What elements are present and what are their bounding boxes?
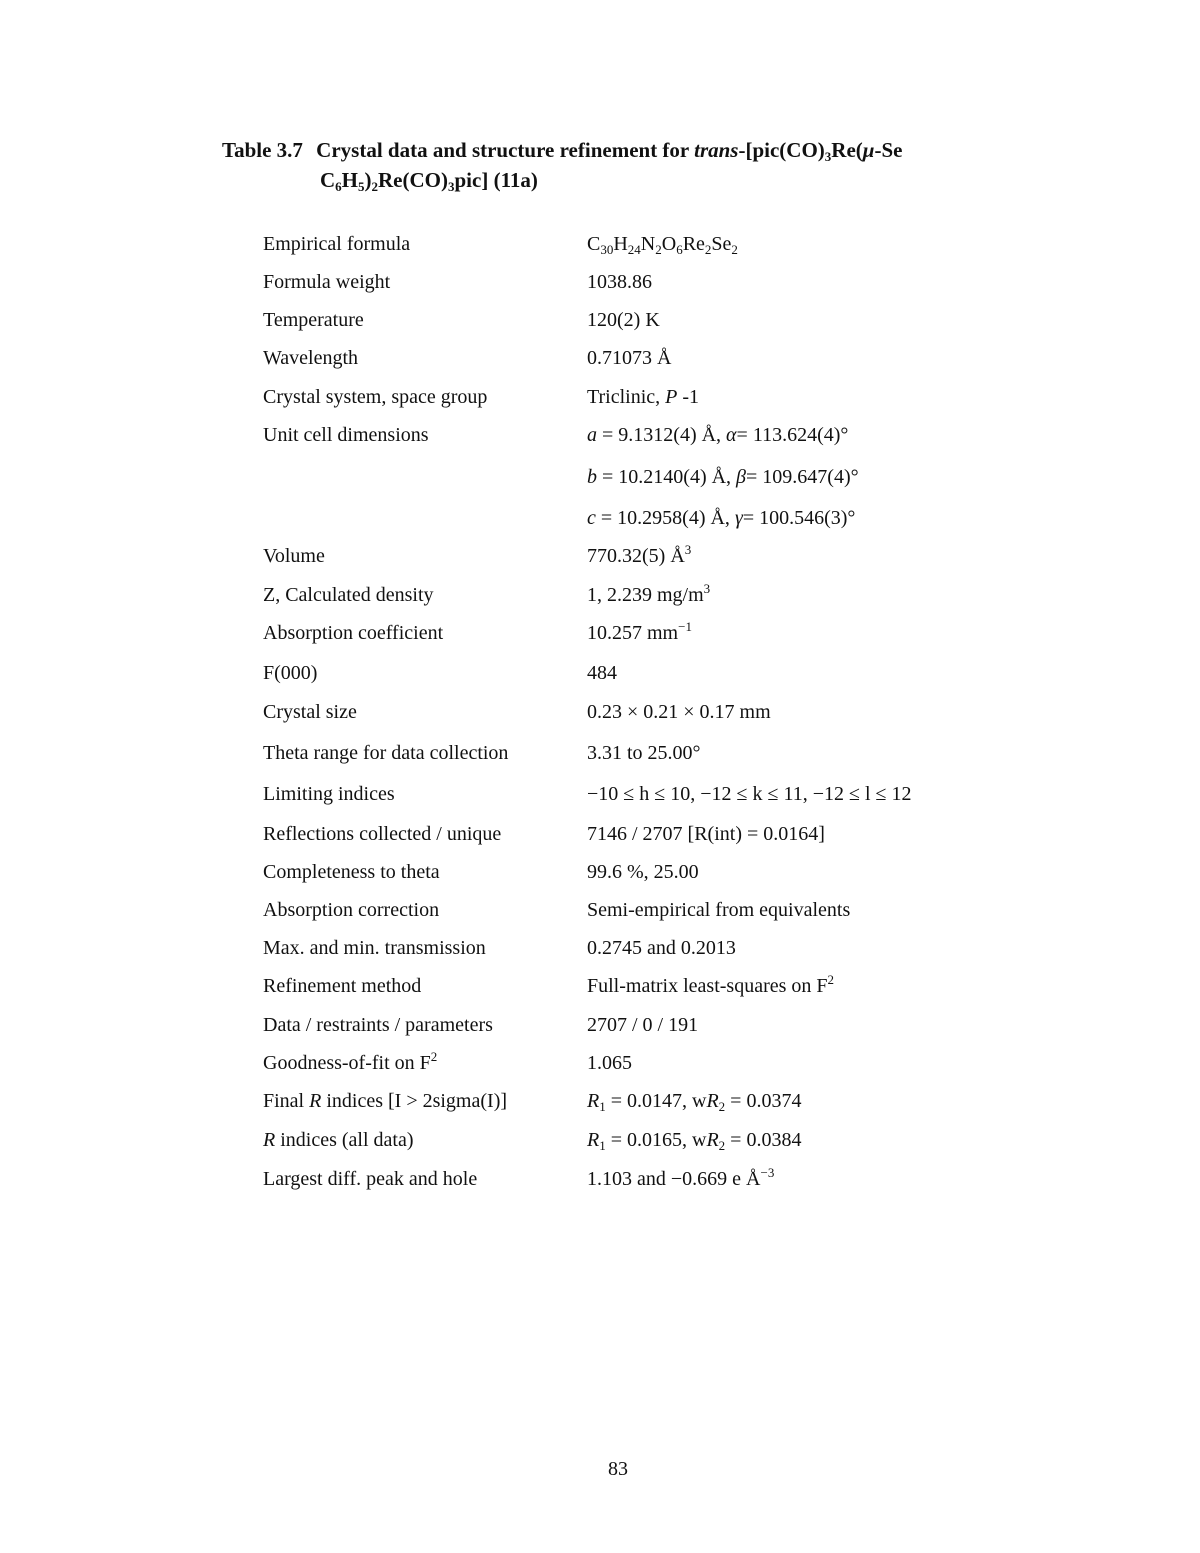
value-text: 770.32(5) Å	[587, 545, 685, 567]
row-value	[587, 1124, 801, 1156]
label-text: indices [I > 2sigma(I)]	[321, 1090, 508, 1112]
value-text: = 0.0374	[725, 1090, 802, 1112]
row-label	[263, 1124, 414, 1156]
value-text: = 0.0147, w	[605, 1090, 707, 1112]
value-italic: P	[665, 386, 678, 408]
r-subscript: 1	[599, 1099, 606, 1114]
row-label: Refinement method	[263, 975, 422, 997]
caption-formula-part: H	[341, 168, 359, 192]
label-text: Goodness-of-fit on F	[263, 1052, 431, 1074]
formula-element: N	[640, 233, 656, 255]
row-unit-cell-a	[263, 419, 983, 451]
row-label: Unit cell dimensions	[263, 424, 429, 446]
caption-trans: trans	[694, 138, 739, 162]
row-absorption-correction	[263, 894, 983, 926]
row-value: 3.31 to 25.00°	[587, 742, 701, 764]
caption-formula-part: -Se	[874, 138, 903, 162]
formula-element: Se	[711, 233, 732, 255]
caption-formula-part: C	[320, 168, 336, 192]
row-label: Wavelength	[263, 347, 359, 369]
row-goodness-of-fit	[263, 1047, 983, 1079]
cell-angle-symbol: α	[726, 424, 737, 446]
row-value: 0.2745 and 0.2013	[587, 937, 736, 959]
row-label: Completeness to theta	[263, 861, 440, 883]
caption-subscript: 3	[824, 149, 832, 164]
value-text: = 10.2958(4) Å,	[595, 507, 735, 529]
row-limiting-indices	[263, 778, 983, 810]
label-italic: R	[309, 1090, 322, 1112]
row-value: 1038.86	[587, 271, 652, 293]
row-completeness	[263, 856, 983, 888]
row-label: Limiting indices	[263, 783, 395, 805]
value-text: = 100.546(3)°	[742, 507, 856, 529]
row-formula-weight	[263, 266, 983, 298]
table-number: Table 3.7	[222, 138, 303, 162]
row-label: Theta range for data collection	[263, 742, 509, 764]
value-text: = 0.0165, w	[605, 1129, 707, 1151]
row-label: Absorption correction	[263, 899, 440, 921]
row-unit-cell-b	[263, 461, 983, 493]
row-final-r-indices	[263, 1085, 983, 1117]
caption-formula-part: pic] (11a)	[454, 168, 538, 192]
value-superscript: −3	[760, 1165, 775, 1180]
label-text: Final	[263, 1090, 310, 1112]
value-text: Triclinic,	[587, 386, 666, 408]
value-text: = 0.0384	[725, 1129, 802, 1151]
row-label: Formula weight	[263, 271, 391, 293]
row-label: Max. and min. transmission	[263, 937, 486, 959]
value-superscript: 2	[827, 972, 835, 987]
row-label	[263, 1085, 507, 1117]
row-label: Empirical formula	[263, 233, 411, 255]
row-value: 1.065	[587, 1052, 632, 1074]
caption-formula-part: -[pic(CO)	[738, 138, 825, 162]
row-value	[587, 419, 848, 451]
row-value: 0.71073 Å	[587, 347, 672, 369]
row-transmission	[263, 932, 983, 964]
row-density	[263, 579, 983, 611]
row-value	[587, 617, 692, 649]
caption-subscript: 3	[448, 179, 455, 194]
row-label: Absorption coefficient	[263, 622, 444, 644]
row-label: Crystal system, space group	[263, 386, 488, 408]
row-theta-range	[263, 737, 983, 769]
caption-line-1	[222, 135, 982, 165]
row-value	[587, 461, 859, 493]
row-f000	[263, 657, 983, 689]
row-value: 0.23 × 0.21 × 0.17 mm	[587, 701, 771, 723]
r-subscript: 2	[718, 1138, 726, 1153]
caption-formula-part: )	[364, 168, 372, 192]
row-label: Z, Calculated density	[263, 584, 434, 606]
row-value: −10 ≤ h ≤ 10, −12 ≤ k ≤ 11, −12 ≤ l ≤ 12	[587, 783, 912, 805]
caption-subscript: 2	[371, 179, 379, 194]
row-value: 99.6 %, 25.00	[587, 861, 699, 883]
row-absorption-coefficient	[263, 617, 983, 649]
row-unit-cell-c	[263, 502, 983, 534]
value-superscript: 3	[684, 542, 692, 557]
row-volume	[263, 540, 983, 572]
caption-subscript: 6	[335, 179, 342, 194]
caption-formula-part: Re(	[831, 138, 863, 162]
cell-symbol: b	[587, 466, 597, 488]
value-text: Full-matrix least-squares on F	[587, 975, 828, 997]
r-symbol: R	[706, 1129, 719, 1151]
r-symbol: R	[587, 1129, 600, 1151]
value-text: 1.103 and −0.669 e Å	[587, 1168, 761, 1190]
row-crystal-size	[263, 696, 983, 728]
row-label	[263, 1047, 437, 1079]
row-value	[587, 1163, 774, 1195]
value-superscript: 3	[703, 581, 711, 596]
r-subscript: 2	[718, 1099, 726, 1114]
cell-symbol: c	[587, 507, 596, 529]
value-text: = 109.647(4)°	[746, 466, 859, 488]
cell-angle-symbol: γ	[734, 507, 743, 529]
value-text: = 9.1312(4) Å,	[597, 424, 727, 446]
row-value	[587, 1085, 801, 1117]
row-largest-diff	[263, 1163, 983, 1195]
row-wavelength	[263, 342, 983, 374]
row-label: Reflections collected / unique	[263, 823, 502, 845]
row-value: 120(2) K	[587, 309, 660, 331]
label-italic: R	[263, 1129, 276, 1151]
r-symbol: R	[706, 1090, 719, 1112]
row-value	[587, 540, 691, 572]
formula-element: Re	[682, 233, 705, 255]
row-data-restraints	[263, 1009, 983, 1041]
row-value	[587, 970, 834, 1002]
value-text: -1	[677, 386, 700, 408]
caption-subscript: 5	[358, 179, 365, 194]
formula-element: C	[587, 233, 601, 255]
row-value	[587, 381, 699, 413]
row-value: Semi-empirical from equivalents	[587, 899, 851, 921]
row-label: Largest diff. peak and hole	[263, 1168, 478, 1190]
r-subscript: 1	[599, 1138, 606, 1153]
row-label: Temperature	[263, 309, 364, 331]
value-text: 10.257 mm	[587, 622, 679, 644]
row-value	[587, 228, 738, 260]
row-value: 7146 / 2707 [R(int) = 0.0164]	[587, 823, 825, 845]
row-value: 484	[587, 662, 617, 684]
row-label: Volume	[263, 545, 325, 567]
formula-element: O	[661, 233, 677, 255]
formula-element: H	[613, 233, 628, 255]
formula-subscript: 24	[627, 242, 641, 257]
cell-symbol: a	[587, 424, 597, 446]
formula-subscript: 2	[704, 242, 712, 257]
row-label: Crystal size	[263, 701, 357, 723]
row-value	[587, 502, 855, 534]
row-label: F(000)	[263, 662, 318, 684]
row-value	[587, 579, 710, 611]
formula-subscript: 30	[600, 242, 614, 257]
cell-angle-symbol: β	[736, 466, 747, 488]
label-superscript: 2	[430, 1049, 438, 1064]
caption-mu: μ	[862, 138, 875, 162]
row-crystal-system	[263, 381, 983, 413]
caption-title: Crystal data and structure refinement for	[316, 138, 689, 162]
value-superscript: −1	[678, 619, 692, 634]
formula-subscript: 2	[655, 242, 662, 257]
value-text: = 10.2140(4) Å,	[597, 466, 737, 488]
caption-line-2	[320, 165, 982, 195]
caption-formula-part: Re(CO)	[378, 168, 448, 192]
value-text: = 113.624(4)°	[736, 424, 849, 446]
formula-subscript: 6	[676, 242, 683, 257]
row-refinement-method	[263, 970, 983, 1002]
value-text: 1, 2.239 mg/m	[587, 584, 704, 606]
row-temperature	[263, 304, 983, 336]
table-caption	[222, 135, 982, 195]
row-r-indices-all-data	[263, 1124, 983, 1156]
row-reflections	[263, 818, 983, 850]
page-number: 83	[608, 1458, 628, 1480]
r-symbol: R	[587, 1090, 600, 1112]
formula-subscript: 2	[731, 242, 738, 257]
row-value: 2707 / 0 / 191	[587, 1014, 699, 1036]
label-text: indices (all data)	[275, 1129, 414, 1151]
row-empirical-formula	[263, 228, 983, 260]
row-label: Data / restraints / parameters	[263, 1014, 493, 1036]
